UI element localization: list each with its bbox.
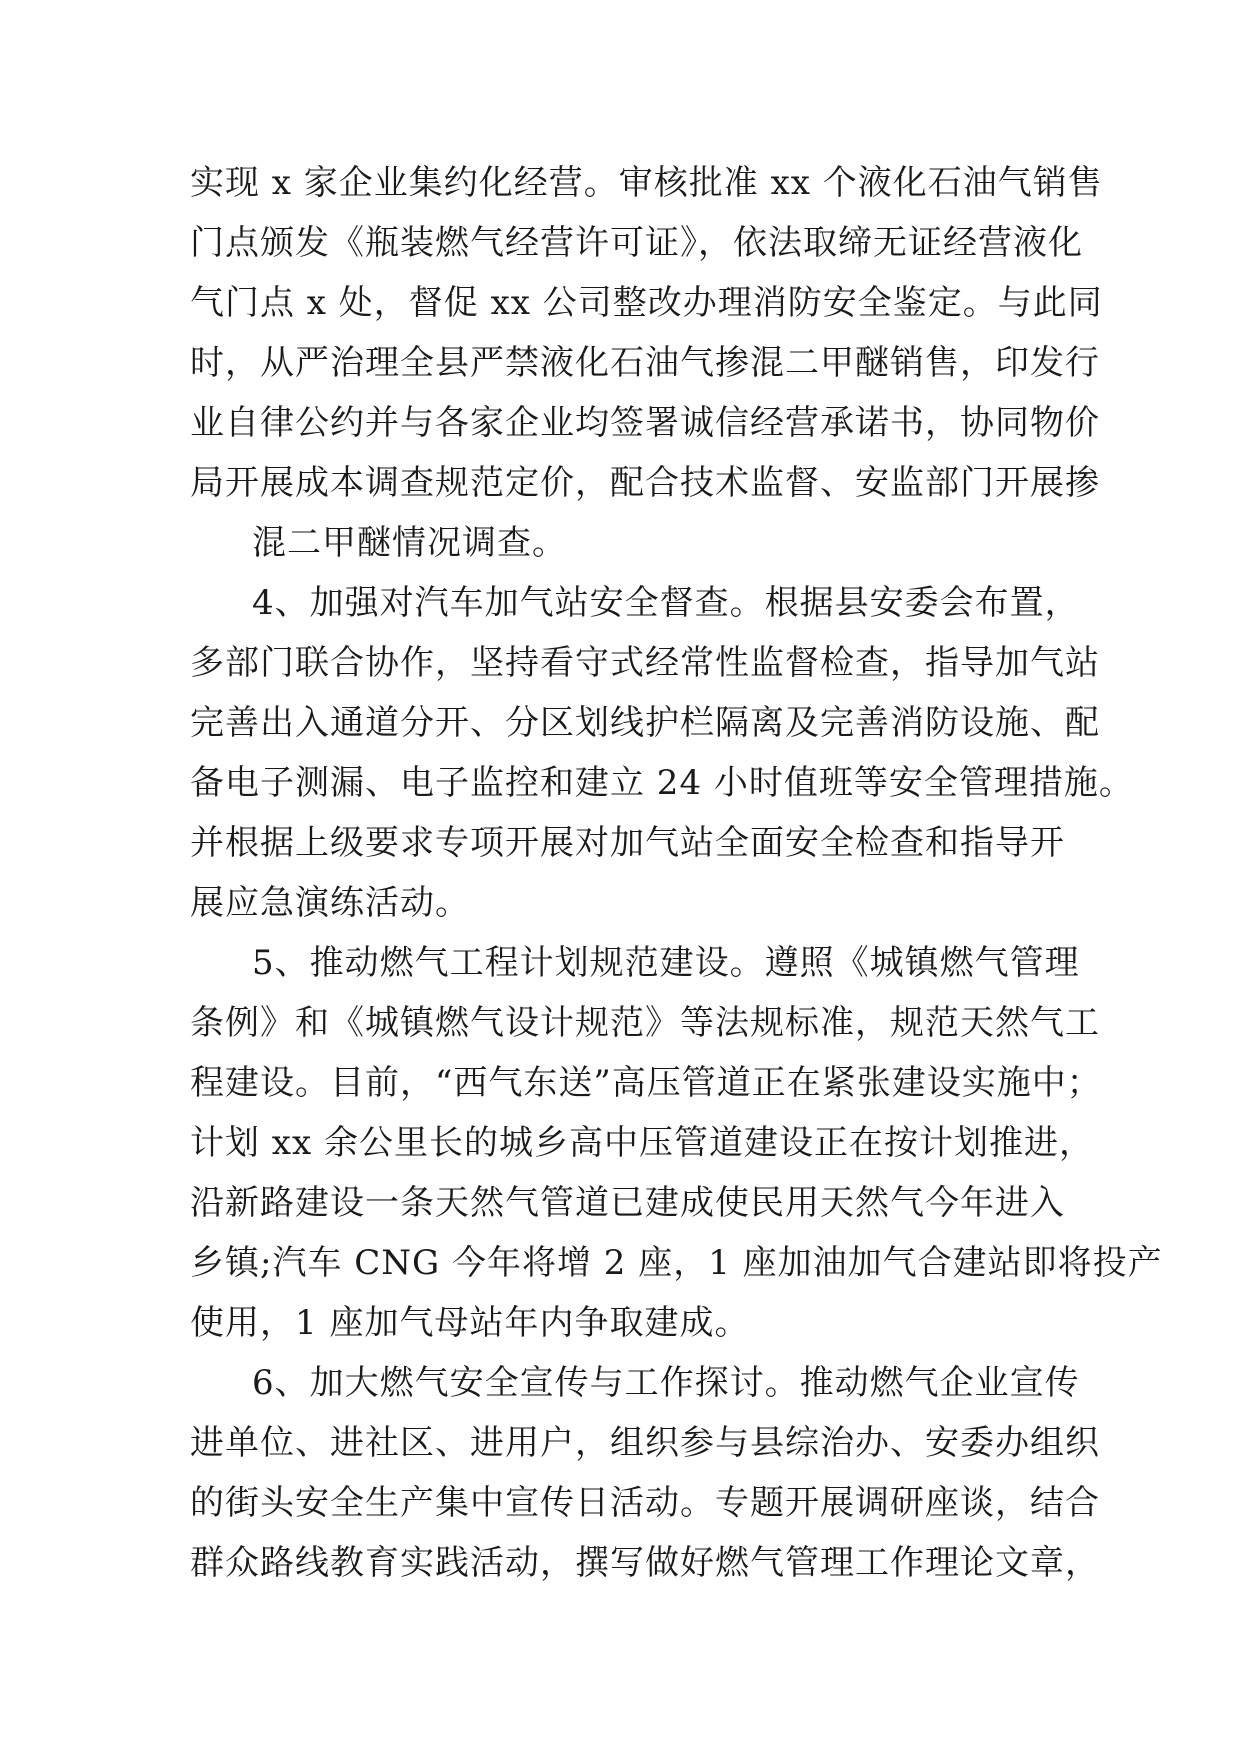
text-line: 群众路线教育实践活动，撰写做好燃气管理工作理论文章， [190,1543,1100,1583]
text-line: 计划 xx 余公里长的城乡高中压管道建设正在按计划推进， [190,1123,1094,1163]
text-line: 沿新路建设一条天然气管道已建成使民用天然气今年进入 [190,1183,1065,1223]
text-line: 乡镇;汽车 CNG 今年将增 2 座，1 座加油加气合建站即将投产 [190,1243,1163,1283]
text-line: 业自律公约并与各家企业均签署诚信经营承诺书，协同物价 [190,403,1100,443]
text-line: 混二甲醚情况调查。 [252,523,567,563]
text-line: 展应急演练活动。 [190,883,470,923]
text-line: 使用，1 座加气母站年内争取建成。 [190,1303,750,1343]
text-line: 实现 x 家企业集约化经营。审核批准 xx 个液化石油气销售 [190,163,1103,203]
text-line: 完善出入通道分开、分区划线护栏隔离及完善消防设施、配 [190,703,1100,743]
text-line: 并根据上级要求专项开展对加气站全面安全检查和指导开 [190,823,1065,863]
paragraph-heading-5: 5、推动燃气工程计划规范建设。遵照《城镇燃气管理 [252,943,1080,983]
text-line: 备电子测漏、电子监控和建立 24 小时值班等安全管理措施。 [190,763,1134,803]
text-line: 门点颁发《瓶装燃气经营许可证》，依法取缔无证经营液化 [190,223,1083,263]
text-line: 程建设。目前，“西气东送”高压管道正在紧张建设实施中； [190,1063,1102,1103]
paragraph-heading-4: 4、加强对汽车加气站安全督查。根据县安委会布置， [252,583,1080,623]
text-line: 的街头安全生产集中宣传日活动。专题开展调研座谈，结合 [190,1483,1100,1523]
text-line: 局开展成本调查规范定价，配合技术监督、安监部门开展掺 [190,463,1100,503]
paragraph-heading-6: 6、加大燃气安全宣传与工作探讨。推动燃气企业宣传 [252,1363,1080,1403]
text-line: 时，从严治理全县严禁液化石油气掺混二甲醚销售，印发行 [190,343,1100,383]
text-line: 进单位、进社区、进用户，组织参与县综治办、安委办组织 [190,1423,1100,1463]
text-line: 多部门联合协作，坚持看守式经常性监督检查，指导加气站 [190,643,1100,683]
text-line: 气门点 x 处，督促 xx 公司整改办理消防安全鉴定。与此同 [190,283,1103,323]
text-line: 条例》和《城镇燃气设计规范》等法规标准，规范天然气工 [190,1003,1100,1043]
